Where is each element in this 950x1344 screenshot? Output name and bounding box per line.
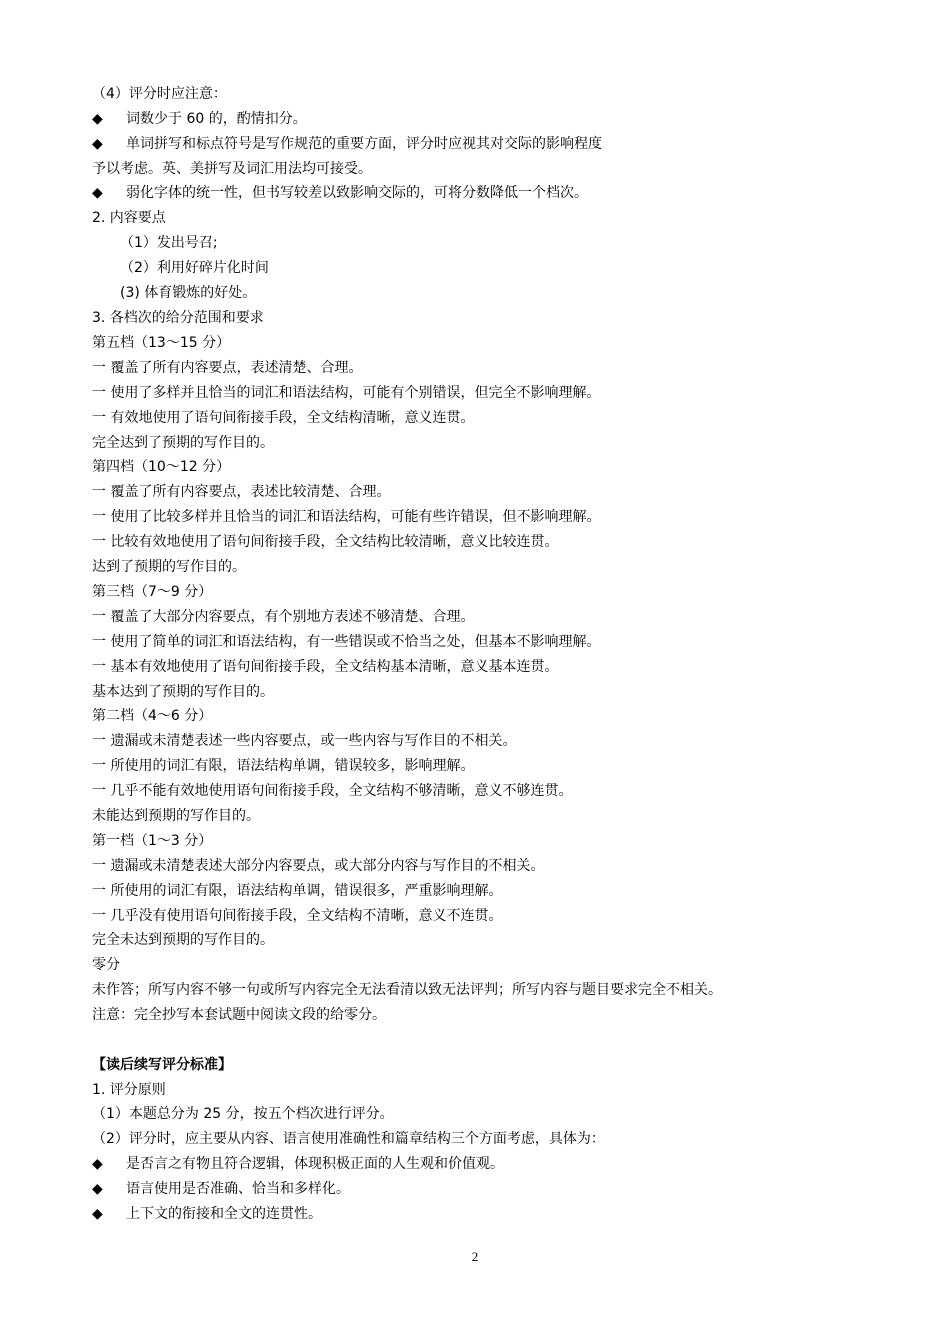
text-line [92,160,372,178]
diamond-bullet-icon: ◆ [92,1181,103,1197]
text-line [120,234,218,252]
line-text: 达到了预期的写作目的。 [92,559,246,575]
line-text: 一 所使用的词汇有限，语法结构单调，错误较多，影响理解。 [92,758,475,774]
text-line [92,707,212,725]
line-text: 上下文的衔接和全文的连贯性。 [126,1206,322,1222]
text-line [92,807,260,825]
diamond-bullet-icon: ◆ [92,1156,103,1172]
text-line [92,757,474,775]
text-line [120,259,269,277]
text-line [92,907,502,925]
line-text: 第四档（10～12 分） [92,459,231,475]
bullet-item [92,1180,350,1198]
text-line [92,782,572,800]
line-text: 第一档（1～3 分） [92,833,213,849]
text-line [92,508,600,526]
line-text: 基本达到了预期的写作目的。 [92,684,274,700]
line-text: 2. 内容要点 [92,210,166,226]
line-text: 第五档（13～15 分） [92,335,231,351]
line-text: 一 几乎没有使用语句间衔接手段，全文结构不清晰，意义不连贯。 [92,908,503,924]
text-line [92,558,246,576]
line-text: 完全未达到预期的写作目的。 [92,932,274,948]
bullet-item [92,184,588,202]
text-line [92,309,264,327]
text-line [92,1056,232,1074]
text-line [92,633,600,651]
diamond-bullet-icon: ◆ [92,111,103,127]
line-text: 一 遗漏或未清楚表述一些内容要点，或一些内容与写作目的不相关。 [92,733,517,749]
line-text: 一 比较有效地使用了语句间衔接手段，全文结构比较清晰，意义比较连贯。 [92,534,559,550]
line-text: 未作答；所写内容不够一句或所写内容完全无法看清以致无法评判；所写内容与题目要求完全不相关。 [92,982,722,998]
text-line [92,85,227,103]
line-text: 注意：完全抄写本套试题中阅读文段的给零分。 [92,1007,386,1023]
text-line [92,483,390,501]
line-text: 弱化字体的统一性，但书写较差以致影响交际的，可将分数降低一个档次。 [126,185,588,201]
line-text: 3. 各档次的给分范围和要求 [92,310,264,326]
text-line [92,857,544,875]
text-line [92,683,274,701]
text-line [92,434,274,452]
text-line [92,832,212,850]
line-text: 语言使用是否准确、恰当和多样化。 [126,1181,350,1197]
text-line [92,384,600,402]
bullet-item [92,135,602,153]
line-text: 一 所使用的词汇有限，语法结构单调，错误很多，严重影响理解。 [92,883,503,899]
line-text: （1）本题总分为 25 分，按五个档次进行评分。 [92,1106,394,1122]
text-line [92,882,502,900]
text-line [92,409,474,427]
text-line [92,533,558,551]
line-text: 一 覆盖了所有内容要点，表述比较清楚、合理。 [92,484,391,500]
text-line [92,931,274,949]
text-line [92,732,516,750]
text-line [92,1081,166,1099]
line-text: 一 覆盖了所有内容要点，表述清楚、合理。 [92,360,363,376]
diamond-bullet-icon: ◆ [92,136,103,152]
line-text: （2）评分时，应主要从内容、语言使用准确性和篇章结构三个方面考虑，具体为： [92,1131,605,1147]
text-line [92,458,230,476]
diamond-bullet-icon: ◆ [92,1206,103,1222]
diamond-bullet-icon: ◆ [92,185,103,201]
line-text: 是否言之有物且符合逻辑，体现积极正面的人生观和价值观。 [126,1156,504,1172]
line-text: 一 基本有效地使用了语句间衔接手段，全文结构基本清晰，意义基本连贯。 [92,659,559,675]
line-text: 单词拼写和标点符号是写作规范的重要方面，评分时应视其对交际的影响程度 [126,136,602,152]
line-text: 一 几乎不能有效地使用语句间衔接手段，全文结构不够清晰，意义不够连贯。 [92,783,573,799]
bullet-item [92,1155,504,1173]
line-text: 词数少于 60 的，酌情扣分。 [126,111,307,127]
text-line [92,1006,386,1024]
line-text: 未能达到预期的写作目的。 [92,808,260,824]
line-text: 一 遗漏或未清楚表述大部分内容要点，或大部分内容与写作目的不相关。 [92,858,545,874]
line-text: 一 使用了多样并且恰当的词汇和语法结构，可能有个别错误，但完全不影响理解。 [92,385,601,401]
text-line [120,284,256,302]
bullet-item [92,110,307,128]
line-text: （4）评分时应注意： [92,86,227,102]
text-line [92,583,212,601]
page-number: 2 [471,1249,479,1264]
line-text: 第三档（7～9 分） [92,584,213,600]
line-text: （2）利用好碎片化时间 [120,260,269,276]
text-line [92,658,558,676]
line-text: （1）发出号召; [120,235,218,251]
text-line [92,1105,394,1123]
text-line [92,1130,605,1148]
text-line [92,981,722,999]
line-text: 完全达到了预期的写作目的。 [92,435,274,451]
line-text: (3) 体育锻炼的好处。 [120,285,257,301]
line-text: 一 使用了简单的词汇和语法结构，有一些错误或不恰当之处，但基本不影响理解。 [92,634,601,650]
line-text: 予以考虑。英、美拼写及词汇用法均可接受。 [92,161,372,177]
bullet-item [92,1205,322,1223]
text-line [92,209,166,227]
text-line [92,359,362,377]
text-line [92,334,230,352]
line-text: 一 使用了比较多样并且恰当的词汇和语法结构，可能有些许错误，但不影响理解。 [92,509,601,525]
line-text: 一 覆盖了大部分内容要点，有个别地方表述不够清楚、合理。 [92,609,475,625]
text-line [92,608,474,626]
line-text: 一 有效地使用了语句间衔接手段，全文结构清晰，意义连贯。 [92,410,475,426]
line-text: 零分 [92,957,120,973]
line-text: 【读后续写评分标准】 [92,1057,232,1073]
line-text: 第二档（4～6 分） [92,708,213,724]
line-text: 1. 评分原则 [92,1082,166,1098]
text-line [92,956,120,974]
